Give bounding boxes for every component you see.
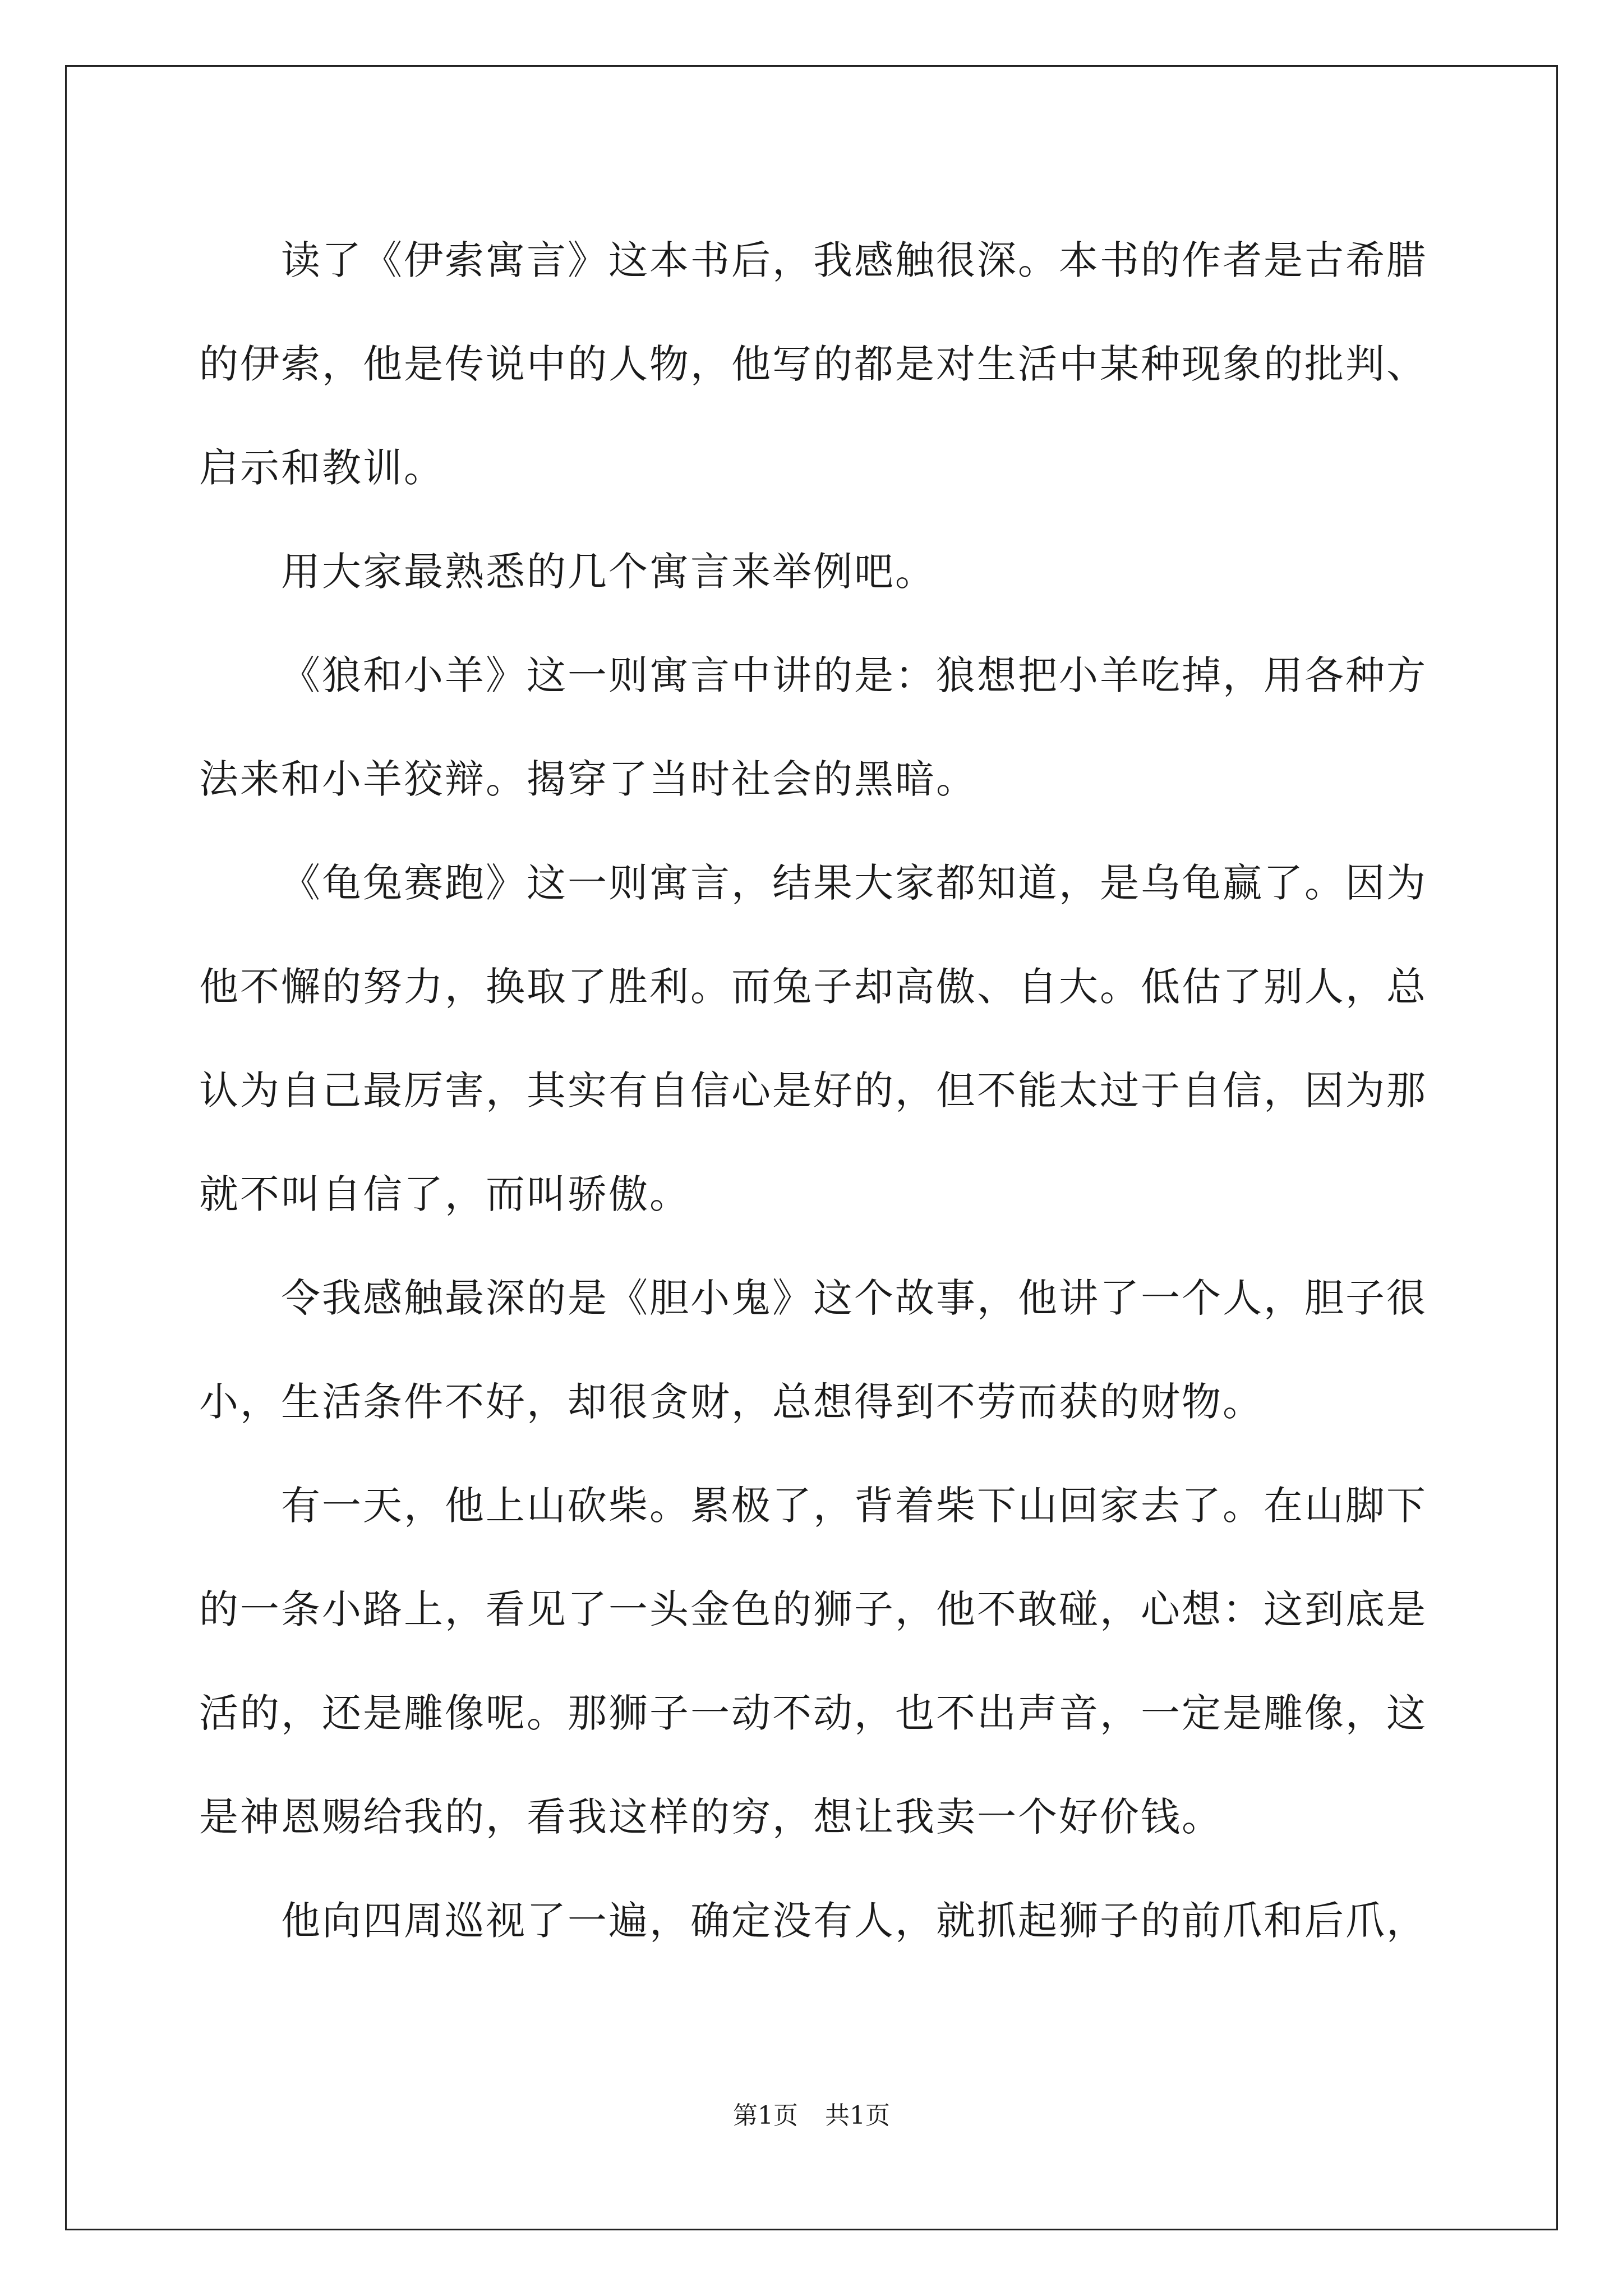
paragraph: 他向四周巡视了一遍，确定没有人，就抓起狮子的前爪和后爪， (281, 1898, 1427, 1944)
paragraph: 用大家最熟悉的几个寓言来举例吧。 (281, 549, 936, 595)
paragraph: 读了《伊索寓言》这本书后，我感触很深。本书的作者是古希腊的伊索，他是传说中的人物，他写的都是对生活中某种现象的批判、启示和教训。 (199, 237, 1427, 491)
paragraph: 《狼和小羊》这一则寓言中讲的是：狼想把小羊吃掉，用各种方法来和小羊狡辩。揭穿了当时社会的黑暗。 (199, 652, 1427, 802)
paragraph: 《龟兔赛跑》这一则寓言，结果大家都知道，是乌龟赢了。因为他不懈的努力，换取了胜利。而兔子却高傲、自大。低估了别人，总认为自己最厉害，其实有自信心是好的，但不能太过于自信，因为那就不叫自信了，而叫骄傲。 (199, 860, 1427, 1217)
total-pages-label: 共1页 (825, 2101, 890, 2130)
document-body (199, 209, 1427, 1973)
paragraph: 有一天，他上山砍柴。累极了，背着柴下山回家去了。在山脚下的一条小路上，看见了一头金色的狮子，他不敢碰，心想：这到底是活的，还是雕像呢。那狮子一动不动，也不出声音，一定是雕像，这是神恩赐给我的，看我这样的穷，想让我卖一个好价钱。 (199, 1483, 1427, 1840)
current-page-label: 第1页 (733, 2101, 798, 2130)
page-footer (0, 2095, 1623, 2131)
paragraph: 令我感触最深的是《胆小鬼》这个故事，他讲了一个人，胆子很小，生活条件不好，却很贪财，总想得到不劳而获的财物。 (199, 1275, 1427, 1425)
